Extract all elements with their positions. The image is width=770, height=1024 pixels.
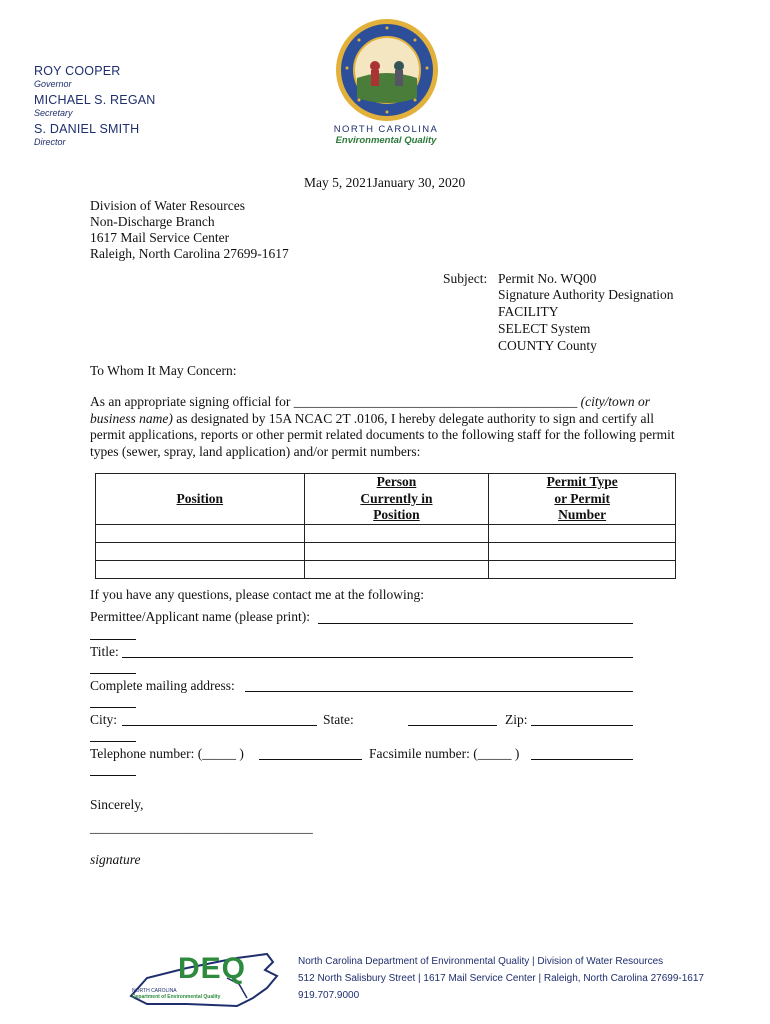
- deq-logo-sub2: Department of Environmental Quality: [132, 994, 221, 1000]
- state-label: State:: [323, 712, 354, 727]
- table-cell[interactable]: [96, 543, 305, 561]
- address-line-1: Division of Water Resources: [90, 198, 246, 213]
- table-cell[interactable]: [96, 525, 305, 543]
- title-field[interactable]: [122, 657, 633, 658]
- state-field[interactable]: [408, 725, 497, 726]
- table-row: [96, 561, 676, 579]
- zip-field[interactable]: [531, 725, 633, 726]
- header-position-label: Position: [176, 490, 224, 506]
- address-line-3: 1617 Mail Service Center: [90, 230, 230, 245]
- header-person: [304, 474, 489, 525]
- subject-system: SELECT System: [498, 321, 591, 336]
- deq-logo-sub1: NORTH CAROLINA: [132, 988, 177, 994]
- fax-field-cont[interactable]: [90, 775, 136, 776]
- table-cell[interactable]: [489, 543, 676, 561]
- header-person-l3: Position: [373, 507, 420, 523]
- delegation-paragraph: [90, 394, 680, 460]
- paragraph-italic: (city/town or business name): [90, 394, 650, 426]
- subject-county: COUNTY County: [498, 338, 597, 353]
- table-row: [96, 543, 676, 561]
- letter-date: May 5, 2021January 30, 2020: [304, 175, 466, 190]
- subject-designation: Signature Authority Designation: [498, 287, 674, 302]
- telephone-field[interactable]: [259, 759, 362, 760]
- city-field[interactable]: [122, 725, 317, 726]
- zip-field-cont[interactable]: [90, 741, 136, 742]
- seal-caption: [320, 124, 452, 146]
- director-name: S. DANIEL SMITH: [34, 122, 140, 136]
- header-person-l2: Currently in: [360, 490, 433, 506]
- telephone-label: Telephone number: (_____ ): [90, 746, 244, 761]
- governor-name: ROY COOPER: [34, 64, 121, 78]
- permittee-name-field-cont[interactable]: [90, 639, 136, 640]
- paragraph-start: As an appropriate signing official for: [90, 394, 294, 409]
- footer-line-1: North Carolina Department of Environmental Quality | Division of Water Resources: [298, 956, 664, 967]
- subject-label: Subject:: [443, 271, 488, 286]
- subject-facility: FACILITY: [498, 304, 559, 319]
- deq-logo-text: DEQ: [178, 952, 247, 985]
- zip-label: Zip:: [505, 712, 528, 727]
- fax-label: Facsimile number: (_____ ): [369, 746, 520, 761]
- fax-field[interactable]: [531, 759, 633, 760]
- table-cell[interactable]: [304, 525, 489, 543]
- secretary-name: MICHAEL S. REGAN: [34, 93, 156, 107]
- delegation-table: [95, 473, 676, 579]
- table-cell[interactable]: [96, 561, 305, 579]
- header-permit-l2: or Permit: [554, 490, 610, 506]
- table-cell[interactable]: [489, 525, 676, 543]
- mailing-address-field[interactable]: [245, 691, 633, 692]
- contact-intro: If you have any questions, please contact me at the following:: [90, 587, 425, 602]
- signing-official-blank: __________________________________________: [293, 394, 578, 409]
- address-line-2: Non-Discharge Branch: [90, 214, 215, 229]
- header-permit: [489, 474, 676, 525]
- table-header-row: [96, 474, 676, 525]
- header-person-l1: Person: [376, 474, 417, 490]
- title-label: Title:: [90, 644, 119, 659]
- permittee-name-field[interactable]: [318, 623, 633, 624]
- footer-line-2: 512 North Salisbury Street | 1617 Mail Service Center | Raleigh, North Carolina 27699-1617: [298, 973, 704, 984]
- signature-label: signature: [90, 852, 141, 867]
- director-title: Director: [34, 137, 66, 147]
- paragraph-rest: as designated by 15A NCAC 2T .0106, I hereby delegate authority to sign and certify all permit applications, reports or other permit related documents to the following staff for the following permit types (sewer, spray, land application) and/or permit numbers:: [90, 410, 675, 459]
- table-cell[interactable]: [489, 561, 676, 579]
- header-permit-l1: Permit Type: [546, 474, 618, 490]
- table-row: [96, 525, 676, 543]
- address-line-4: Raleigh, North Carolina 27699-1617: [90, 246, 289, 261]
- permittee-label: Permittee/Applicant name (please print):: [90, 609, 311, 624]
- footer-line-3: 919.707.9000: [298, 990, 360, 1001]
- salutation: To Whom It May Concern:: [90, 363, 237, 378]
- signature-line[interactable]: _________________________________: [90, 820, 313, 835]
- mailing-address-field-cont[interactable]: [90, 707, 136, 708]
- closing-sincerely: Sincerely,: [90, 797, 144, 812]
- city-label: City:: [90, 712, 118, 727]
- address-label: Complete mailing address:: [90, 678, 235, 693]
- title-field-cont[interactable]: [90, 673, 136, 674]
- state-seal-icon: [335, 18, 439, 122]
- header-position: [96, 474, 305, 525]
- governor-title: Governor: [34, 79, 72, 89]
- subject-permit-no: Permit No. WQ00: [498, 271, 597, 286]
- seal-caption-agency: Environmental Quality: [335, 135, 437, 146]
- table-cell[interactable]: [304, 543, 489, 561]
- header-permit-l3: Number: [558, 507, 607, 523]
- seal-caption-state: NORTH CAROLINA: [333, 124, 439, 135]
- secretary-title: Secretary: [34, 108, 73, 118]
- table-cell[interactable]: [304, 561, 489, 579]
